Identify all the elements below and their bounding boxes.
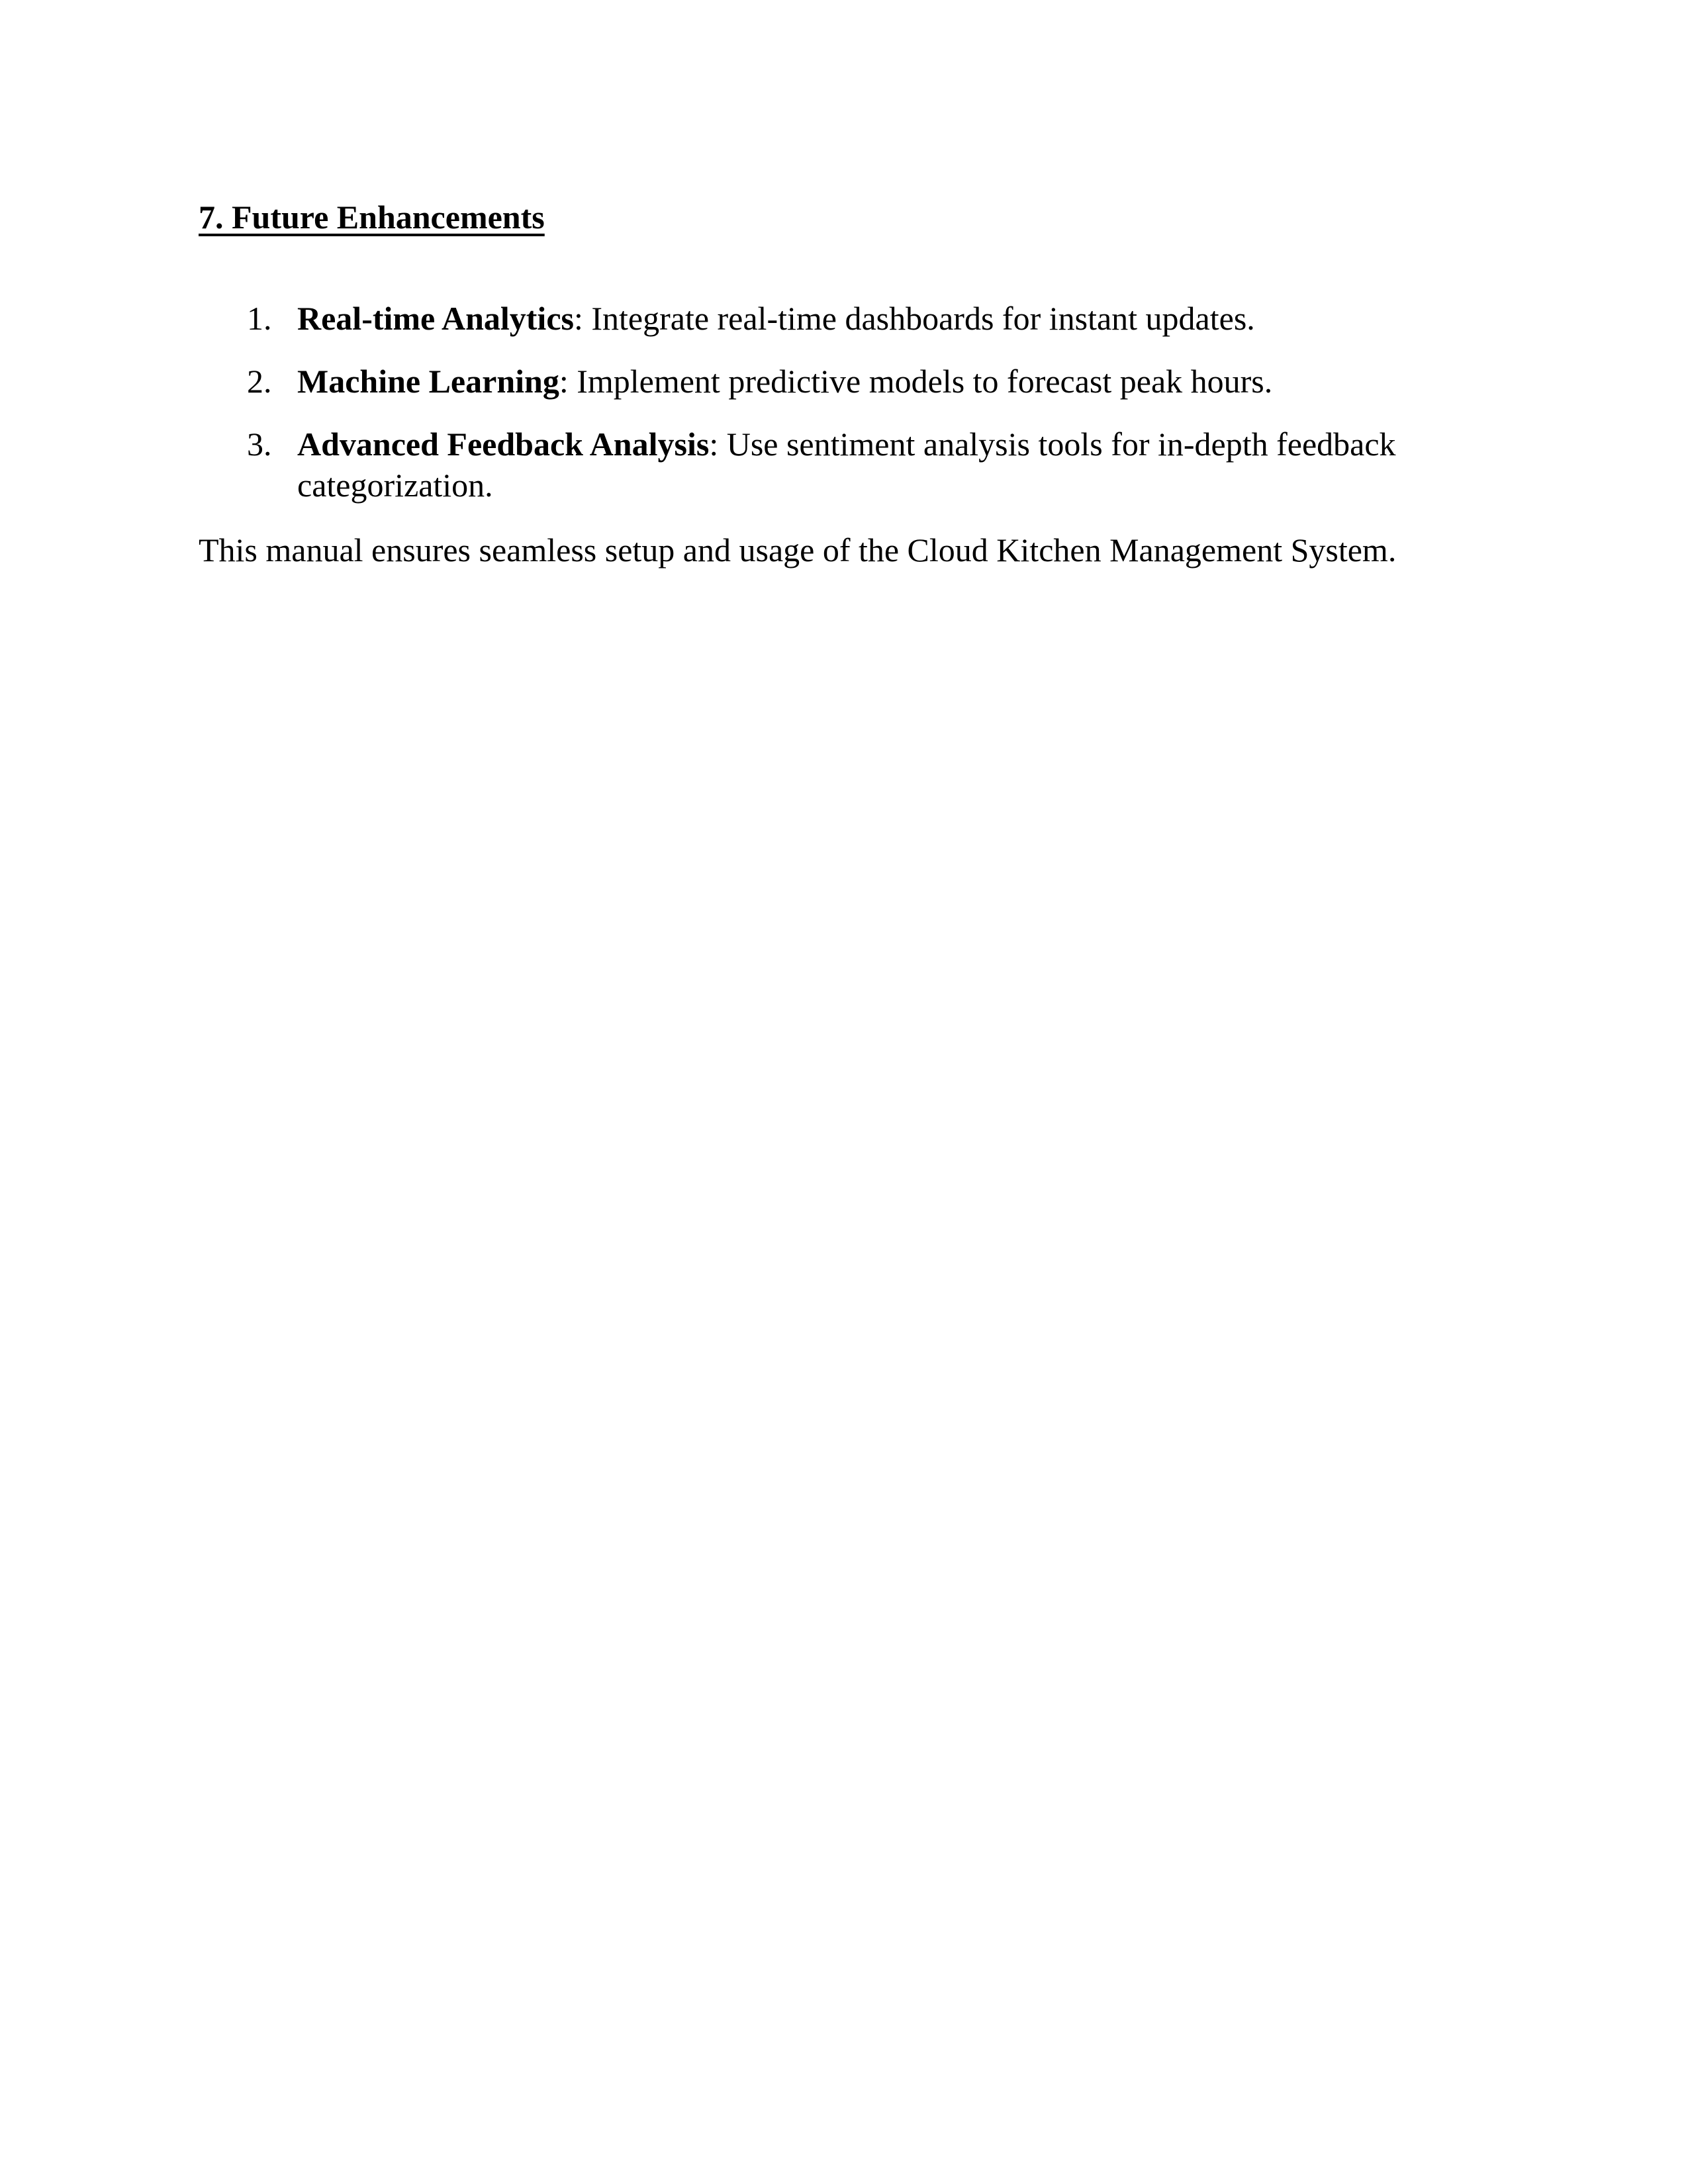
list-item-text xyxy=(297,361,1476,402)
list-item-description: : Implement predictive models to forecast peak hours. xyxy=(559,363,1273,400)
list-item-term: Real-time Analytics xyxy=(297,300,574,337)
list-item-term: Advanced Feedback Analysis xyxy=(297,426,710,463)
list-item xyxy=(0,298,1688,339)
list-item-term: Machine Learning xyxy=(297,363,559,400)
list-item-text xyxy=(297,424,1476,506)
list-item xyxy=(0,424,1688,506)
enhancements-list xyxy=(0,298,1688,506)
list-item xyxy=(0,361,1688,402)
list-item-number: 2. xyxy=(247,363,272,400)
list-item-number: 3. xyxy=(247,426,272,463)
list-item-text xyxy=(297,298,1476,339)
list-item-number: 1. xyxy=(247,300,272,337)
closing-paragraph: This manual ensures seamless setup and usage of the Cloud Kitchen Management System. xyxy=(199,531,1397,569)
list-item-description: : Use sentiment analysis tools for in-depth feedback categorization. xyxy=(297,426,1396,504)
list-item-description: : Integrate real-time dashboards for instant updates. xyxy=(573,300,1255,337)
section-heading: 7. Future Enhancements xyxy=(199,199,545,236)
